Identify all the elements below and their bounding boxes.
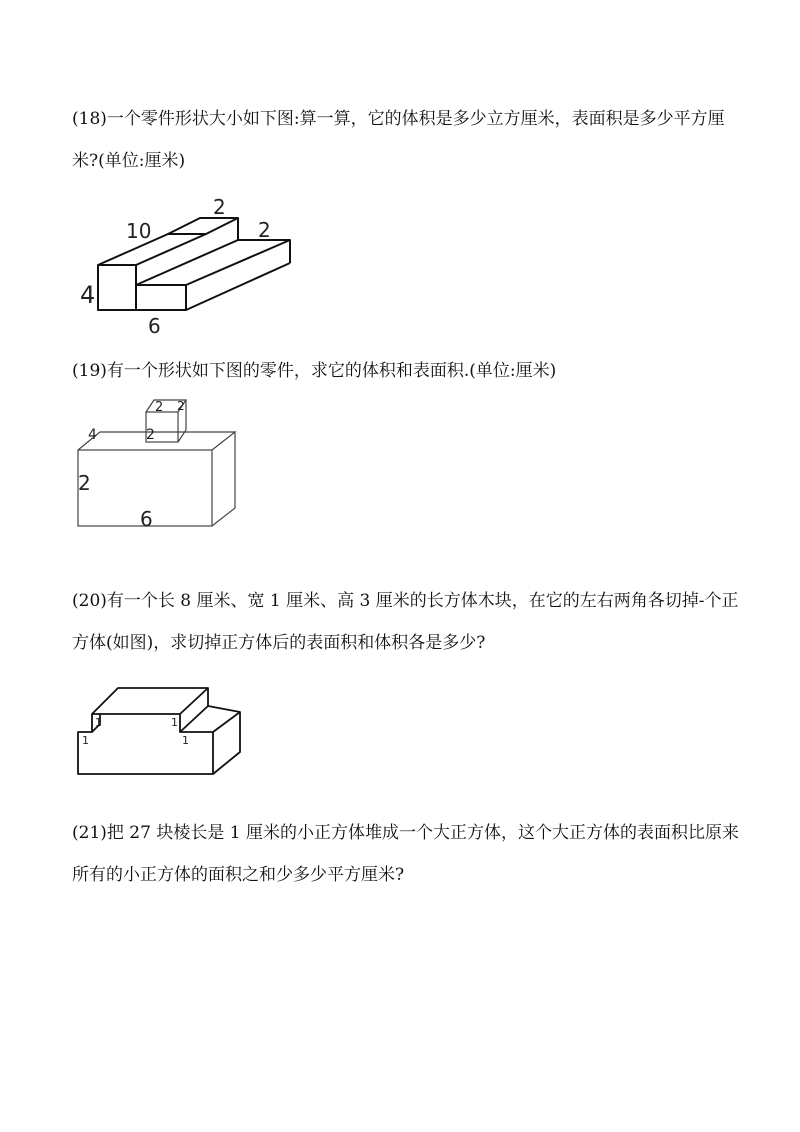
- q19-label-depth: 4: [88, 427, 97, 443]
- q18-label-top-step: 2: [213, 195, 226, 219]
- question-21-text: (21)把 27 块棱长是 1 厘米的小正方体堆成一个大正方体，这个大正方体的表面积比原来所有的小正方体的面积之和少多少平方厘米?: [72, 823, 739, 885]
- q20-label-left-top: 1: [95, 716, 102, 729]
- q19-label-cube-top-a: 2: [155, 400, 164, 415]
- q19-label-cube-top-b: 2: [177, 399, 185, 413]
- question-18-text: (18)一个零件形状大小如下图:算一算，它的体积是多少立方厘米，表面积是多少平方厘米?(单位:厘米): [72, 109, 725, 171]
- question-18-figure: [70, 190, 310, 340]
- q18-label-length: 10: [126, 219, 152, 243]
- question-19-text: (19)有一个形状如下图的零件，求它的体积和表面积.(单位:厘米): [72, 361, 557, 381]
- q19-label-height: 2: [78, 471, 91, 495]
- q18-label-height: 4: [80, 281, 96, 309]
- question-20-figure: [70, 680, 250, 780]
- q18-label-width: 6: [148, 314, 161, 338]
- q18-label-right-step: 2: [258, 218, 271, 242]
- q19-label-length: 6: [140, 507, 153, 531]
- q20-label-left-side: 1: [82, 734, 89, 747]
- question-19-figure: [70, 392, 250, 537]
- q20-label-right-side: 1: [182, 734, 189, 747]
- q19-label-cube-front: 2: [146, 427, 155, 443]
- question-20-text: (20)有一个长 8 厘米、宽 1 厘米、高 3 厘米的长方体木块，在它的左右两角各切掉-个正方体(如图)，求切掉正方体后的表面积和体积各是多少?: [72, 591, 739, 653]
- q20-label-right-top: 1: [171, 716, 178, 729]
